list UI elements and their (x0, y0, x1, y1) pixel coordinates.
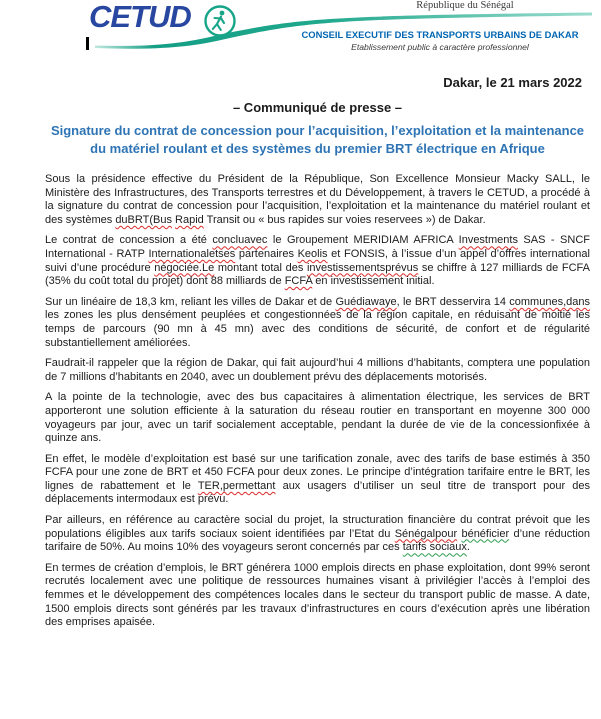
text-segment: SAS - SNCF International - RATP (45, 234, 590, 260)
document-header (0, 0, 601, 62)
text-segment: En effet, le modèle d’exploitation est basé sur une tarification zonale, avec des tarifs de base estimés à 350 FCFA pour une zone de BRT et 450 FCFA pour deux zones. Le principe d’intégration tarifaire entre le BRT, les lignes de rabattement et le (45, 452, 590, 492)
spellcheck-red-underline: FCFA (284, 275, 313, 288)
body-paragraph (45, 562, 590, 630)
text-segment: en investissement initial. (312, 275, 435, 288)
date-line: Dakar, le 21 mars 2022 (443, 75, 582, 90)
spellcheck-red-underline: Rapid (175, 213, 204, 226)
text-segment: Sous la présidence effective du Président de la République, Son Excellence Monsieur Macky SALL, le Ministère des Infrastructures, des Transports terrestres et du Développement, à travers le CETUD, a procédé à la signature du contrat de concession pour l’acquisition, l’exploitation et la maintenance du matériel roulant et des systèmes (45, 173, 590, 226)
text-segment: , le BRT desservira 14 (396, 295, 510, 308)
body-paragraph (45, 391, 590, 445)
body-paragraph (45, 514, 590, 555)
text-segment: Transit ou « bus rapides sur voies reservees ») de Dakar. (203, 213, 486, 226)
body-paragraph (45, 453, 590, 507)
organization-name: CONSEIL EXECUTIF DES TRANSPORTS URBAINS DE DAKAR (301, 29, 579, 40)
spellcheck-red-underline: Investments (458, 234, 518, 247)
text-segment: Sur un linéaire de 18,3 km, reliant les villes de Dakar et de (45, 295, 336, 308)
text-segment: . (466, 541, 470, 554)
spellcheck-red-underline: Guédiawaye (335, 295, 397, 308)
spellcheck-red-underline: concluavec (212, 234, 268, 247)
press-release-label: – Communiqué de presse – (232, 100, 403, 115)
text-segment: d’une réduction tarifaire de 50%. Au moins 10% des voyageurs seront concernés par ces (45, 527, 590, 554)
text-segment: et FONSIS, à l’issue d’un appel d’offres international suivi d’une procédure (45, 247, 590, 274)
body-paragraph (45, 296, 590, 350)
text-segment: Par ailleurs, en référence au caractère social du projet, la structuration financière du contrat prévoit que les populations éligibles aux tarifs sociaux soient identifiées par l’Etat du (45, 514, 590, 540)
spellcheck-red-underline: négociée.Le (154, 261, 215, 274)
text-cursor-bar (86, 37, 89, 50)
text-segment: Le contrat de concession a été (45, 234, 213, 247)
text-segment: En termes de création d’emplois, le BRT générera 1000 emplois directs en phase exploitation, dont 99% seront recrutés localement avec une politique de ressources humaines visant à privilégier l’accès à l’emploi des femmes et le développement des compétences locales dans le secteur du transport public de masse. A date, 1500 emplois directs sont générés par les travaux d’infrastructures en cours d’exécution après une libération des emprises apaisée. (45, 561, 590, 629)
text-segment: Faudrait-il rappeler que la région de Dakar, qui fait aujourd’hui 4 millions d’habitants, comptera une population de 7 millions d’habitants en 2040, avec un doublement prévu des déplacements motorisés. (45, 357, 590, 383)
spellcheck-red-underline: communes,dans (509, 295, 590, 308)
organization-subtitle: Etablissement public à caractère professionnel (351, 42, 529, 52)
text-segment: les zones les plus densément peuplées et congestionnées de la région capitale, en réduisant de moitié les temps de parcours (90 mn à 45 mn) avec des conditions de sécurité, de confort et de régularité substantiellement améliorées. (45, 309, 590, 349)
text-segment: A la pointe de la technologie, avec des bus capacitaires à alimentation électrique, les services de BRT apporteront une solution efficiente à la saturation du réseau routier en transportant en moyenne 300 000 voyageurs par jour, avec un tarif socialement acceptable, pendant la durée de vie de la concessionfixée à quinze ans. (45, 391, 590, 445)
text-segment: le Groupement MERIDIAM AFRICA (267, 234, 459, 247)
walking-person-icon (202, 3, 238, 39)
republic-label: République du Sénégal (416, 0, 514, 11)
spellcheck-red-underline: Sénégalpour (394, 527, 458, 540)
body-paragraph (45, 234, 590, 288)
text-segment: se chiffre à 127 milliards de FCFA (35% du coût total du projet) dont 88 milliards de (45, 261, 591, 288)
spellcheck-red-underline: TER,permettant (197, 479, 276, 492)
document-body (45, 75, 590, 630)
body-paragraph (45, 357, 590, 384)
cetud-logo-text: CETUD (89, 0, 191, 34)
spellcheck-green-underline: bénéficier (461, 527, 510, 540)
text-segment: partenaires (235, 247, 298, 260)
spellcheck-red-underline: duBRT(Bus (115, 213, 172, 226)
body-paragraph (45, 173, 590, 227)
spellcheck-red-underline: Internationaletses (148, 247, 236, 260)
spellcheck-red-underline: Keolis (297, 247, 328, 260)
organization-block (300, 29, 580, 52)
spellcheck-red-underline: investissementsprévus (306, 261, 419, 274)
document-title: Signature du contrat de concession pour l’acquisition, l’exploitation et la maintenance du matériel roulant et des systèmes du premier BRT électrique en Afrique (50, 123, 585, 156)
text-segment: aux usagers d’utiliser un seul titre de transport pour des déplacements intermodaux est prévu. (45, 479, 590, 506)
text-segment: montant total des (214, 261, 307, 274)
spellcheck-green-underline: tarifs sociaux (402, 541, 467, 554)
